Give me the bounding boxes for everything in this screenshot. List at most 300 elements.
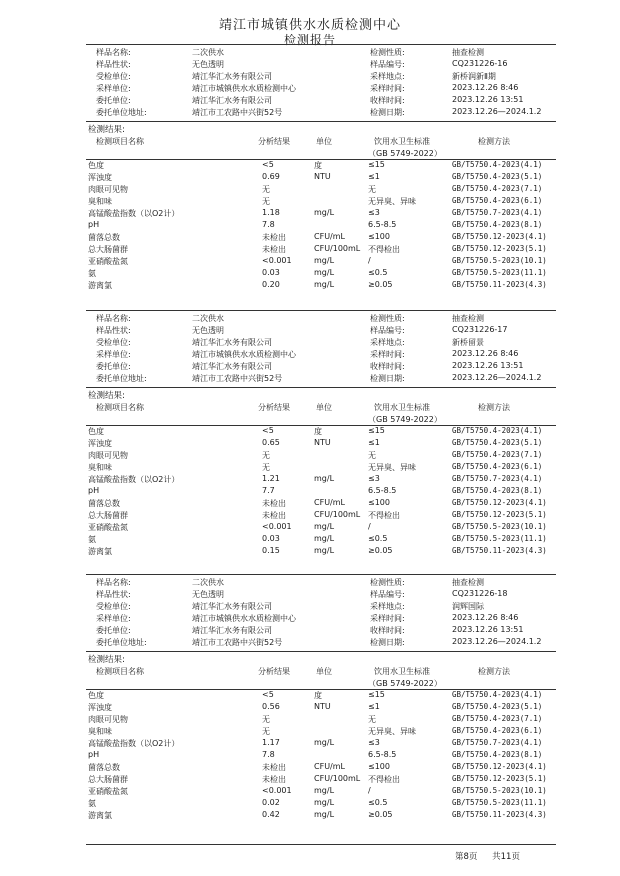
info-row — [96, 325, 556, 337]
standard-value: 不得检出 — [368, 775, 400, 784]
tested-unit-value: 靖江华汇水务有限公司 — [192, 338, 272, 347]
standard-value: ≤15 — [368, 426, 385, 435]
sample-property-value: 无色透明 — [192, 326, 224, 335]
tested-unit-label: 受检单位: — [96, 72, 131, 81]
info-row — [96, 637, 556, 649]
page-total: 共11页 — [492, 852, 520, 862]
table-row — [86, 426, 556, 438]
sampling-site-value: 新桥润新Ⅱ期 — [452, 72, 496, 81]
col-header-standard: 饮用水卫生标准 — [374, 137, 430, 146]
report-org-title: 靖江市城镇供水水质检测中心 — [218, 18, 401, 33]
unit-value: CFU/mL — [314, 498, 345, 507]
sampling-time-value: 2023.12.26 8:46 — [452, 613, 519, 622]
standard-value: 无 — [368, 451, 376, 460]
table-row — [86, 280, 556, 292]
standard-value: ≤1 — [368, 702, 380, 711]
standard-value: 无异臭、异味 — [368, 727, 416, 736]
standard-value: / — [368, 786, 371, 795]
col-header-unit: 单位 — [316, 137, 332, 146]
info-row — [96, 83, 556, 95]
receive-time-value: 2023.12.26 13:51 — [452, 625, 524, 634]
section-top-rule — [86, 574, 556, 575]
sample-name-label: 样品名称: — [96, 578, 131, 587]
item-name: 氨 — [88, 799, 96, 808]
info-row — [96, 373, 556, 385]
results-label: 检测结果: — [88, 125, 125, 135]
table-row — [86, 762, 556, 774]
col-header-unit: 单位 — [316, 667, 332, 676]
sampling-time-label: 采样时间: — [370, 614, 405, 623]
section-top-rule — [86, 44, 556, 45]
item-name: 氨 — [88, 535, 96, 544]
method-value: GB/T5750.11-2023(4.3) — [452, 280, 547, 289]
method-value: GB/T5750.5-2023(10.1) — [452, 522, 547, 531]
entrusting-unit-label: 委托单位: — [96, 626, 131, 635]
sample-property-label: 样品性状: — [96, 326, 131, 335]
col-header-method: 检测方法 — [478, 667, 510, 676]
col-header-item: 检测项目名称 — [96, 667, 144, 676]
sample-name-label: 样品名称: — [96, 314, 131, 323]
test-type-label: 检测性质: — [370, 314, 405, 323]
item-name: 总大肠菌群 — [88, 775, 128, 784]
table-row — [86, 774, 556, 786]
col-header-result: 分析结果 — [258, 667, 290, 676]
standard-value: ≤1 — [368, 172, 380, 181]
sampling-site-label: 采样地点: — [370, 602, 405, 611]
item-name: 亚硝酸盐氮 — [88, 787, 128, 796]
method-value: GB/T5750.4-2023(6.1) — [452, 726, 543, 735]
result-value: 0.02 — [262, 798, 280, 807]
result-value: 1.21 — [262, 474, 280, 483]
standard-value: ≤100 — [368, 498, 390, 507]
result-value: 1.18 — [262, 208, 280, 217]
sampling-unit-value: 靖江市城镇供水水质检测中心 — [192, 84, 296, 93]
standard-value: ≤3 — [368, 738, 380, 747]
sample-property-label: 样品性状: — [96, 590, 131, 599]
sample-name-value: 二次供水 — [192, 578, 224, 587]
receive-time-value: 2023.12.26 13:51 — [452, 95, 524, 104]
table-row — [86, 690, 556, 702]
receive-time-label: 收样时间: — [370, 96, 405, 105]
table-row — [86, 750, 556, 762]
section-top-rule — [86, 310, 556, 311]
sample-no-label: 样品编号: — [370, 326, 405, 335]
sample-name-value: 二次供水 — [192, 314, 224, 323]
info-row — [96, 71, 556, 83]
method-value: GB/T5750.4-2023(5.1) — [452, 172, 543, 181]
standard-value: / — [368, 522, 371, 531]
item-name: 游离氯 — [88, 281, 112, 290]
standard-value: 6.5-8.5 — [368, 220, 397, 229]
col-header-standard: 饮用水卫生标准 — [374, 667, 430, 676]
unit-value: CFU/mL — [314, 762, 345, 771]
info-row — [96, 95, 556, 107]
unit-value: mg/L — [314, 534, 335, 543]
method-value: GB/T5750.4-2023(4.1) — [452, 690, 543, 699]
info-row — [96, 107, 556, 119]
result-value: 未检出 — [262, 763, 286, 772]
table-row — [86, 208, 556, 220]
method-value: GB/T5750.4-2023(8.1) — [452, 486, 543, 495]
table-row — [86, 798, 556, 810]
table-row — [86, 522, 556, 534]
entrusting-address-label: 委托单位地址: — [96, 108, 147, 117]
col-header-unit: 单位 — [316, 403, 332, 412]
unit-value: 度 — [314, 691, 322, 700]
unit-value: mg/L — [314, 786, 335, 795]
section-divider — [86, 121, 556, 122]
item-name: 色度 — [88, 161, 104, 170]
standard-value: 无 — [368, 185, 376, 194]
table-row — [86, 702, 556, 714]
result-value: 无 — [262, 715, 270, 724]
method-value: GB/T5750.4-2023(6.1) — [452, 196, 543, 205]
standard-value: ≤0.5 — [368, 798, 388, 807]
col-header-item: 检测项目名称 — [96, 137, 144, 146]
item-name: 臭和味 — [88, 463, 112, 472]
entrusting-address-value: 靖江市工农路中兴街52号 — [192, 638, 283, 647]
test-date-label: 检测日期: — [370, 638, 405, 647]
table-row — [86, 160, 556, 172]
table-row — [86, 726, 556, 738]
result-value: 7.8 — [262, 220, 275, 229]
sample-no-label: 样品编号: — [370, 60, 405, 69]
standard-value: ≤100 — [368, 762, 390, 771]
sample-property-value: 无色透明 — [192, 60, 224, 69]
result-value: 未检出 — [262, 499, 286, 508]
method-value: GB/T5750.11-2023(4.3) — [452, 546, 547, 555]
page-footer — [455, 850, 532, 862]
result-value: <0.001 — [262, 522, 292, 531]
sampling-unit-label: 采样单位: — [96, 84, 131, 93]
table-row — [86, 810, 556, 822]
unit-value: mg/L — [314, 522, 335, 531]
method-value: GB/T5750.5-2023(11.1) — [452, 534, 547, 543]
result-value: 1.17 — [262, 738, 280, 747]
standard-value: 不得检出 — [368, 245, 400, 254]
sample-name-label: 样品名称: — [96, 48, 131, 57]
sample-property-label: 样品性状: — [96, 60, 131, 69]
table-row — [86, 256, 556, 268]
item-name: 臭和味 — [88, 197, 112, 206]
method-value: GB/T5750.7-2023(4.1) — [452, 208, 543, 217]
info-row — [96, 59, 556, 71]
table-row — [86, 738, 556, 750]
item-name: 臭和味 — [88, 727, 112, 736]
result-value: 未检出 — [262, 775, 286, 784]
result-value: 无 — [262, 451, 270, 460]
standard-value: ≤3 — [368, 208, 380, 217]
result-value: 未检出 — [262, 511, 286, 520]
standard-value: ≥0.05 — [368, 280, 393, 289]
item-name: pH — [88, 750, 100, 759]
method-value: GB/T5750.11-2023(4.3) — [452, 810, 547, 819]
entrusting-address-label: 委托单位地址: — [96, 374, 147, 383]
unit-value: CFU/100mL — [314, 244, 361, 253]
standard-value: 无异臭、异味 — [368, 463, 416, 472]
test-type-value: 抽查检测 — [452, 314, 484, 323]
sampling-time-label: 采样时间: — [370, 84, 405, 93]
entrusting-unit-label: 委托单位: — [96, 96, 131, 105]
result-value: 0.65 — [262, 438, 280, 447]
table-row — [86, 714, 556, 726]
item-name: 高锰酸盐指数（以O2计） — [88, 475, 180, 484]
sample-name-value: 二次供水 — [192, 48, 224, 57]
table-row — [86, 498, 556, 510]
item-name: 总大肠菌群 — [88, 245, 128, 254]
test-date-label: 检测日期: — [370, 374, 405, 383]
test-date-value: 2023.12.26—2024.1.2 — [452, 637, 542, 646]
page-number: 第8页 — [455, 852, 478, 862]
unit-value: mg/L — [314, 738, 335, 747]
result-value: <0.001 — [262, 786, 292, 795]
tested-unit-label: 受检单位: — [96, 338, 131, 347]
unit-value: mg/L — [314, 810, 335, 819]
item-name: 亚硝酸盐氮 — [88, 523, 128, 532]
item-name: 肉眼可见物 — [88, 185, 128, 194]
tested-unit-label: 受检单位: — [96, 602, 131, 611]
info-row — [96, 625, 556, 637]
unit-value: mg/L — [314, 268, 335, 277]
item-name: 浑浊度 — [88, 703, 112, 712]
method-value: GB/T5750.4-2023(7.1) — [452, 450, 543, 459]
info-row — [96, 313, 556, 325]
result-value: 0.56 — [262, 702, 280, 711]
sampling-unit-value: 靖江市城镇供水水质检测中心 — [192, 350, 296, 359]
item-name: pH — [88, 220, 100, 229]
info-row — [96, 577, 556, 589]
item-name: 总大肠菌群 — [88, 511, 128, 520]
entrusting-unit-value: 靖江华汇水务有限公司 — [192, 96, 272, 105]
section-divider — [86, 651, 556, 652]
item-name: 游离氯 — [88, 811, 112, 820]
method-value: GB/T5750.5-2023(10.1) — [452, 786, 547, 795]
result-value: 无 — [262, 185, 270, 194]
item-name: 菌落总数 — [88, 763, 120, 772]
col-header-method: 检测方法 — [478, 137, 510, 146]
standard-value: ≤15 — [368, 690, 385, 699]
unit-value: NTU — [314, 172, 331, 181]
item-name: 高锰酸盐指数（以O2计） — [88, 739, 180, 748]
unit-value: NTU — [314, 438, 331, 447]
col-header-standard-sub: （GB 5749-2022） — [368, 415, 442, 424]
method-value: GB/T5750.4-2023(8.1) — [452, 750, 543, 759]
result-value: <0.001 — [262, 256, 292, 265]
item-name: 菌落总数 — [88, 499, 120, 508]
result-value: 0.20 — [262, 280, 280, 289]
item-name: 色度 — [88, 691, 104, 700]
standard-value: ≤1 — [368, 438, 380, 447]
test-date-label: 检测日期: — [370, 108, 405, 117]
unit-value: mg/L — [314, 798, 335, 807]
sampling-site-value: 润辉国际 — [452, 602, 484, 611]
table-row — [86, 510, 556, 522]
report-subtitle: 检测报告 — [283, 33, 336, 47]
table-row — [86, 220, 556, 232]
table-row — [86, 462, 556, 474]
table-row — [86, 244, 556, 256]
sampling-unit-label: 采样单位: — [96, 350, 131, 359]
standard-value: 无异臭、异味 — [368, 197, 416, 206]
result-value: 7.8 — [262, 750, 275, 759]
entrusting-address-value: 靖江市工农路中兴街52号 — [192, 374, 283, 383]
test-date-value: 2023.12.26—2024.1.2 — [452, 107, 542, 116]
results-label: 检测结果: — [88, 655, 125, 665]
table-row — [86, 474, 556, 486]
result-value: 0.69 — [262, 172, 280, 181]
sampling-site-label: 采样地点: — [370, 338, 405, 347]
item-name: 氨 — [88, 269, 96, 278]
table-row — [86, 172, 556, 184]
table-row — [86, 786, 556, 798]
standard-value: ≤3 — [368, 474, 380, 483]
receive-time-label: 收样时间: — [370, 362, 405, 371]
method-value: GB/T5750.7-2023(4.1) — [452, 738, 543, 747]
col-header-result: 分析结果 — [258, 403, 290, 412]
method-value: GB/T5750.12-2023(4.1) — [452, 498, 547, 507]
method-value: GB/T5750.12-2023(5.1) — [452, 510, 547, 519]
result-value: <5 — [262, 160, 274, 169]
info-row — [96, 613, 556, 625]
sample-no-value: CQ231226-16 — [452, 59, 508, 68]
standard-value: ≥0.05 — [368, 810, 393, 819]
table-row — [86, 196, 556, 208]
standard-value: ≥0.05 — [368, 546, 393, 555]
unit-value: CFU/mL — [314, 232, 345, 241]
info-row — [96, 361, 556, 373]
test-date-value: 2023.12.26—2024.1.2 — [452, 373, 542, 382]
result-value: 无 — [262, 463, 270, 472]
method-value: GB/T5750.5-2023(10.1) — [452, 256, 547, 265]
standard-value: 无 — [368, 715, 376, 724]
info-row — [96, 601, 556, 613]
col-header-method: 检测方法 — [478, 403, 510, 412]
item-name: 肉眼可见物 — [88, 715, 128, 724]
sampling-unit-label: 采样单位: — [96, 614, 131, 623]
col-header-standard-sub: （GB 5749-2022） — [368, 149, 442, 158]
unit-value: mg/L — [314, 546, 335, 555]
standard-value: 6.5-8.5 — [368, 486, 397, 495]
method-value: GB/T5750.12-2023(4.1) — [452, 232, 547, 241]
method-value: GB/T5750.4-2023(5.1) — [452, 702, 543, 711]
item-name: 色度 — [88, 427, 104, 436]
result-value: 未检出 — [262, 245, 286, 254]
results-label: 检测结果: — [88, 391, 125, 401]
standard-value: ≤100 — [368, 232, 390, 241]
test-type-label: 检测性质: — [370, 48, 405, 57]
table-row — [86, 232, 556, 244]
test-type-value: 抽查检测 — [452, 578, 484, 587]
method-value: GB/T5750.4-2023(5.1) — [452, 438, 543, 447]
result-value: 0.03 — [262, 534, 280, 543]
entrusting-unit-label: 委托单位: — [96, 362, 131, 371]
sampling-time-label: 采样时间: — [370, 350, 405, 359]
method-value: GB/T5750.12-2023(5.1) — [452, 774, 547, 783]
item-name: pH — [88, 486, 100, 495]
table-row — [86, 438, 556, 450]
section-divider — [86, 387, 556, 388]
item-name: 菌落总数 — [88, 233, 120, 242]
method-value: GB/T5750.12-2023(4.1) — [452, 762, 547, 771]
standard-value: 6.5-8.5 — [368, 750, 397, 759]
entrusting-unit-value: 靖江华汇水务有限公司 — [192, 362, 272, 371]
tested-unit-value: 靖江华汇水务有限公司 — [192, 72, 272, 81]
table-row — [86, 486, 556, 498]
info-row — [96, 47, 556, 59]
unit-value: mg/L — [314, 474, 335, 483]
result-value: 7.7 — [262, 486, 275, 495]
result-value: 无 — [262, 197, 270, 206]
method-value: GB/T5750.7-2023(4.1) — [452, 474, 543, 483]
standard-value: / — [368, 256, 371, 265]
receive-time-value: 2023.12.26 13:51 — [452, 361, 524, 370]
method-value: GB/T5750.4-2023(7.1) — [452, 184, 543, 193]
standard-value: 不得检出 — [368, 511, 400, 520]
tested-unit-value: 靖江华汇水务有限公司 — [192, 602, 272, 611]
method-value: GB/T5750.12-2023(5.1) — [452, 244, 547, 253]
result-value: 0.42 — [262, 810, 280, 819]
table-row — [86, 546, 556, 558]
table-row — [86, 184, 556, 196]
table-row — [86, 450, 556, 462]
table-row — [86, 534, 556, 546]
item-name: 高锰酸盐指数（以O2计） — [88, 209, 180, 218]
info-row — [96, 349, 556, 361]
result-value: 0.03 — [262, 268, 280, 277]
col-header-standard-sub: （GB 5749-2022） — [368, 679, 442, 688]
table-row — [86, 268, 556, 280]
method-value: GB/T5750.5-2023(11.1) — [452, 268, 547, 277]
unit-value: mg/L — [314, 256, 335, 265]
result-value: 无 — [262, 727, 270, 736]
standard-value: ≤15 — [368, 160, 385, 169]
result-value: <5 — [262, 426, 274, 435]
result-value: 未检出 — [262, 233, 286, 242]
sample-property-value: 无色透明 — [192, 590, 224, 599]
entrusting-address-value: 靖江市工农路中兴街52号 — [192, 108, 283, 117]
unit-value: 度 — [314, 161, 322, 170]
method-value: GB/T5750.4-2023(4.1) — [452, 426, 543, 435]
sampling-site-label: 采样地点: — [370, 72, 405, 81]
section-bottom-rule — [86, 844, 556, 845]
unit-value: CFU/100mL — [314, 510, 361, 519]
method-value: GB/T5750.5-2023(11.1) — [452, 798, 547, 807]
entrusting-address-label: 委托单位地址: — [96, 638, 147, 647]
result-value: 0.15 — [262, 546, 280, 555]
unit-value: 度 — [314, 427, 322, 436]
standard-value: ≤0.5 — [368, 268, 388, 277]
method-value: GB/T5750.4-2023(4.1) — [452, 160, 543, 169]
col-header-item: 检测项目名称 — [96, 403, 144, 412]
sampling-time-value: 2023.12.26 8:46 — [452, 349, 519, 358]
test-type-label: 检测性质: — [370, 578, 405, 587]
method-value: GB/T5750.4-2023(6.1) — [452, 462, 543, 471]
item-name: 浑浊度 — [88, 439, 112, 448]
test-type-value: 抽查检测 — [452, 48, 484, 57]
method-value: GB/T5750.4-2023(7.1) — [452, 714, 543, 723]
sample-no-value: CQ231226-17 — [452, 325, 508, 334]
item-name: 亚硝酸盐氮 — [88, 257, 128, 266]
info-row — [96, 337, 556, 349]
result-value: <5 — [262, 690, 274, 699]
item-name: 肉眼可见物 — [88, 451, 128, 460]
col-header-result: 分析结果 — [258, 137, 290, 146]
item-name: 游离氯 — [88, 547, 112, 556]
sample-no-value: CQ231226-18 — [452, 589, 508, 598]
sampling-unit-value: 靖江市城镇供水水质检测中心 — [192, 614, 296, 623]
method-value: GB/T5750.4-2023(8.1) — [452, 220, 543, 229]
sampling-time-value: 2023.12.26 8:46 — [452, 83, 519, 92]
